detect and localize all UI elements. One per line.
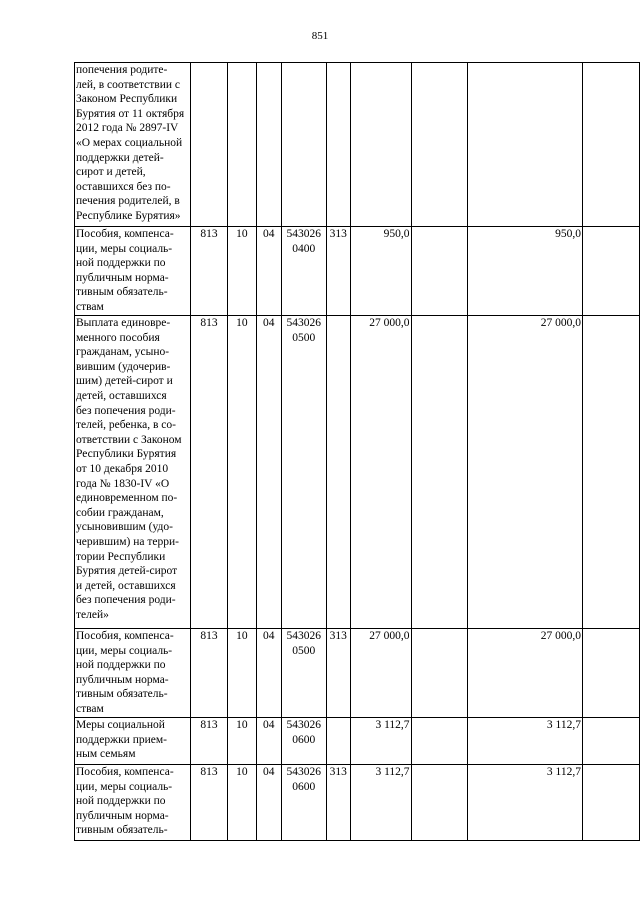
cell-expense-type <box>326 718 350 765</box>
row-name-line: менного пособия <box>76 331 160 344</box>
cell-expense-type: 313 <box>326 629 350 718</box>
cell-ministry: 813 <box>190 718 227 765</box>
row-name-line: ции, меры социаль- <box>76 644 173 657</box>
cell-amount <box>411 316 468 629</box>
row-name-line: детей, оставшихся <box>76 389 167 402</box>
row-name-line: поддержки прием- <box>76 733 167 746</box>
cell-ministry <box>190 63 227 227</box>
table-row <box>75 765 640 841</box>
row-name-line: ной поддержки по <box>76 659 166 672</box>
row-name-line: печения родителей, в <box>76 195 180 208</box>
cell-amount: 27 000,0 <box>468 629 583 718</box>
target-article-part: 543026 <box>286 630 321 642</box>
row-name-line: шим) детей-сирот и <box>76 375 173 388</box>
target-article-part: 0500 <box>292 331 316 344</box>
cell-amount: 950,0 <box>468 227 583 316</box>
row-name-line: тивным обязатель- <box>76 688 168 701</box>
row-name-line: Пособия, компенса- <box>76 766 174 778</box>
row-name-line: Пособия, компенса- <box>76 630 174 642</box>
row-name-line: ции, меры социаль- <box>76 780 173 793</box>
row-name-line: Республике Бурятия» <box>76 209 181 222</box>
cell-amount <box>411 718 468 765</box>
cell-amount: 27 000,0 <box>350 316 411 629</box>
cell-amount <box>583 316 640 629</box>
cell-ministry: 813 <box>190 316 227 629</box>
cell-amount: 950,0 <box>350 227 411 316</box>
row-name-line: Пособия, компенса- <box>76 228 174 240</box>
table-row <box>75 316 640 629</box>
row-name-line: черившим) на терри- <box>76 535 179 548</box>
cell-amount: 3 112,7 <box>468 718 583 765</box>
row-name-line: года № 1830-IV «О <box>76 477 170 490</box>
cell-subsection: 04 <box>256 718 281 765</box>
target-article-part: 0600 <box>292 733 316 746</box>
target-article-part: 543026 <box>286 719 321 731</box>
target-article-part: 0600 <box>292 780 316 793</box>
cell-amount <box>583 629 640 718</box>
table-row <box>75 63 640 227</box>
cell-target-article <box>281 718 326 765</box>
row-name-line: без попечения роди- <box>76 404 176 417</box>
cell-amount: 27 000,0 <box>468 316 583 629</box>
row-name <box>75 629 191 718</box>
row-name-line: телей, ребенка, в со- <box>76 419 176 432</box>
row-name-line: без попечения роди- <box>76 594 176 607</box>
cell-amount <box>411 629 468 718</box>
row-name-line: и детей, оставшихся <box>76 579 176 592</box>
row-name <box>75 227 191 316</box>
cell-section: 10 <box>228 765 257 841</box>
row-name-line: от 10 декабря 2010 <box>76 462 169 475</box>
row-name-line: Бурятия детей-сирот <box>76 565 178 578</box>
table-row <box>75 718 640 765</box>
row-name-line: публичным норма- <box>76 673 169 686</box>
cell-amount: 3 112,7 <box>350 765 411 841</box>
cell-amount <box>583 227 640 316</box>
cell-section <box>228 63 257 227</box>
cell-target-article <box>281 316 326 629</box>
cell-amount <box>411 227 468 316</box>
cell-amount <box>411 63 468 227</box>
row-name-line: тивным обязатель- <box>76 824 168 837</box>
row-name-line: 2012 года № 2897-IV <box>76 122 179 135</box>
row-name-line: Республики Бурятия <box>76 448 177 461</box>
cell-ministry: 813 <box>190 765 227 841</box>
cell-subsection: 04 <box>256 629 281 718</box>
row-name-line: тивным обязатель- <box>76 286 168 299</box>
row-name-line: ции, меры социаль- <box>76 242 173 255</box>
table-body <box>75 63 640 841</box>
row-name-line: лей, в соответствии с <box>76 78 181 91</box>
cell-amount <box>583 63 640 227</box>
cell-subsection: 04 <box>256 227 281 316</box>
row-name-line: публичным норма- <box>76 271 169 284</box>
row-name-line: собии гражданам, <box>76 506 164 519</box>
cell-target-article <box>281 629 326 718</box>
row-name-line: оставшихся без по- <box>76 180 171 193</box>
target-article-part: 543026 <box>286 317 321 329</box>
row-name-line: Бурятия от 11 октября <box>76 107 185 120</box>
cell-amount <box>583 765 640 841</box>
cell-section: 10 <box>228 629 257 718</box>
cell-section: 10 <box>228 316 257 629</box>
cell-expense-type <box>326 63 350 227</box>
cell-amount <box>411 765 468 841</box>
cell-amount <box>468 63 583 227</box>
row-name-line: попечения родите- <box>76 64 168 76</box>
row-name <box>75 765 191 841</box>
cell-subsection <box>256 63 281 227</box>
row-name-line: усыновившим (удо- <box>76 521 173 534</box>
row-name <box>75 316 191 629</box>
row-name-line: ствам <box>76 702 104 715</box>
row-name <box>75 718 191 765</box>
cell-expense-type <box>326 316 350 629</box>
table-row <box>75 227 640 316</box>
cell-ministry: 813 <box>190 629 227 718</box>
cell-target-article <box>281 63 326 227</box>
cell-amount <box>583 718 640 765</box>
row-name-line: ствам <box>76 300 104 313</box>
row-name-line: ным семьям <box>76 748 136 761</box>
row-name-line: Меры социальной <box>76 719 165 731</box>
row-name-line: ной поддержки по <box>76 257 166 270</box>
row-name-line: вившим (удочерив- <box>76 360 171 373</box>
target-article-part: 543026 <box>286 228 321 240</box>
cell-expense-type: 313 <box>326 765 350 841</box>
page-number: 851 <box>311 30 329 42</box>
row-name-line: тории Республики <box>76 550 166 563</box>
cell-section: 10 <box>228 227 257 316</box>
table-row <box>75 629 640 718</box>
cell-ministry: 813 <box>190 227 227 316</box>
cell-amount: 3 112,7 <box>350 718 411 765</box>
row-name-line: публичным норма- <box>76 809 169 822</box>
target-article-part: 0400 <box>292 242 316 255</box>
cell-subsection: 04 <box>256 316 281 629</box>
target-article-part: 543026 <box>286 766 321 778</box>
cell-section: 10 <box>228 718 257 765</box>
row-name-line: ответствии с Законом <box>76 433 182 446</box>
row-name-line: ной поддержки по <box>76 795 166 808</box>
cell-amount <box>350 63 411 227</box>
row-name-line: «О мерах социальной <box>76 136 183 149</box>
row-name-line: гражданам, усыно- <box>76 346 170 359</box>
cell-target-article <box>281 765 326 841</box>
cell-expense-type: 313 <box>326 227 350 316</box>
target-article-part: 0500 <box>292 644 316 657</box>
cell-amount: 3 112,7 <box>468 765 583 841</box>
row-name-line: сирот и детей, <box>76 166 146 179</box>
cell-target-article <box>281 227 326 316</box>
cell-amount: 27 000,0 <box>350 629 411 718</box>
cell-subsection: 04 <box>256 765 281 841</box>
budget-table <box>74 62 640 841</box>
row-name-line: Выплата единовре- <box>76 317 171 329</box>
row-name-line: единовременном по- <box>76 492 178 505</box>
row-name-line: Законом Республики <box>76 93 178 106</box>
row-name-line: поддержки детей- <box>76 151 164 164</box>
row-name <box>75 63 191 227</box>
row-name-line: телей» <box>76 608 109 621</box>
